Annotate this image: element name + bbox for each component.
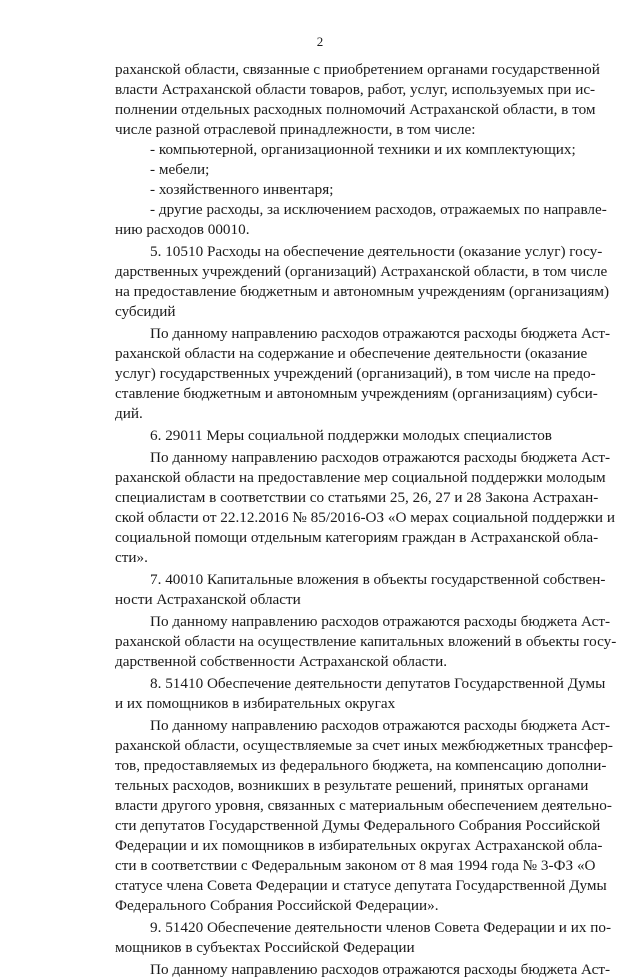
text-line: специалистам в соответствии со статьями 25, 26, 27 и 28 Закона Астрахан- [115,489,599,506]
text-line: - мебели; [150,161,210,178]
text-line: Федерального Собрания Российской Федерации». [115,897,439,914]
text-line: - хозяйственного инвентаря; [150,181,334,198]
text-line: социальной помощи отдельным категориям граждан в Астраханской обла- [115,529,599,546]
text-line: ставление бюджетным и автономным учреждениям (организациям) субси- [115,385,598,402]
text-line: и их помощников в избирательных округах [115,695,396,712]
text-line: раханской области на содержание и обеспечение деятельности (оказание [115,345,588,362]
text-line: ской области от 22.12.2016 № 85/2016-ОЗ «О мерах социальной поддержки и [115,509,615,526]
text-line: услуг) государственных учреждений (организаций), в том числе на предо- [115,365,596,382]
text-line: ности Астраханской области [115,591,301,608]
text-line: - другие расходы, за исключением расходов, отражаемых по направле- [150,201,607,218]
text-line: По данному направлению расходов отражаются расходы бюджета Аст- [150,449,611,466]
text-line: субсидий [115,303,176,320]
text-line: 8. 51410 Обеспечение деятельности депутатов Государственной Думы [150,675,606,692]
text-line: нию расходов 00010. [115,221,250,238]
text-line: дарственной собственности Астраханской области. [115,653,448,670]
text-line: 7. 40010 Капитальные вложения в объекты государственной собствен- [150,571,606,588]
text-line: раханской области, связанные с приобретением органами государственной [115,61,600,78]
text-line: По данному направлению расходов отражаются расходы бюджета Аст- [150,961,611,978]
text-line: По данному направлению расходов отражаются расходы бюджета Аст- [150,325,611,342]
text-line: числе разной отраслевой принадлежности, в том числе: [115,121,476,138]
text-line: тельных расходов, возникших в результате решений, принятых органами [115,777,589,794]
text-line: сти депутатов Государственной Думы Федерального Собрания Российской [115,817,601,834]
text-line: 6. 29011 Меры социальной поддержки молодых специалистов [150,427,552,444]
text-line: По данному направлению расходов отражаются расходы бюджета Аст- [150,717,611,734]
text-line: на предоставление бюджетным и автономным учреждениям (организациям) [115,283,610,300]
text-line: сти в соответствии с Федеральным законом от 8 мая 1994 года № 3-ФЗ «О [115,857,596,874]
text-line: дий. [115,405,143,422]
text-line: раханской области на предоставление мер социальной поддержки молодым [115,469,606,486]
text-line: власти другого уровня, связанных с материальным обеспечением деятельно- [115,797,612,814]
page-number: 2 [316,34,324,49]
text-line: Федерации и их помощников в избирательных округах Астраханской обла- [115,837,603,854]
text-line: дарственных учреждений (организаций) Астраханской области, в том числе [115,263,608,280]
text-line: власти Астраханской области товаров, работ, услуг, используемых при ис- [115,81,596,98]
text-line: 5. 10510 Расходы на обеспечение деятельности (оказание услуг) госу- [150,243,603,260]
text-line: тов, предоставляемых из федерального бюджета, на компенсацию дополни- [115,757,607,774]
text-line: По данному направлению расходов отражаются расходы бюджета Аст- [150,613,611,630]
text-line: сти». [115,549,148,566]
text-line: 9. 51420 Обеспечение деятельности членов Совета Федерации и их по- [150,919,612,936]
text-line: раханской области на осуществление капитальных вложений в объекты госу- [115,633,617,650]
text-line: раханской области, осуществляемые за счет иных межбюджетных трансфер- [115,737,613,754]
text-line: полнении отдельных расходных полномочий Астраханской области, в том [115,101,596,118]
text-line: мощников в субъектах Российской Федерации [115,939,415,956]
text-line: - компьютерной, организационной техники и их комплектующих; [150,141,576,158]
text-line: статусе члена Совета Федерации и статусе депутата Государственной Думы [115,877,607,894]
